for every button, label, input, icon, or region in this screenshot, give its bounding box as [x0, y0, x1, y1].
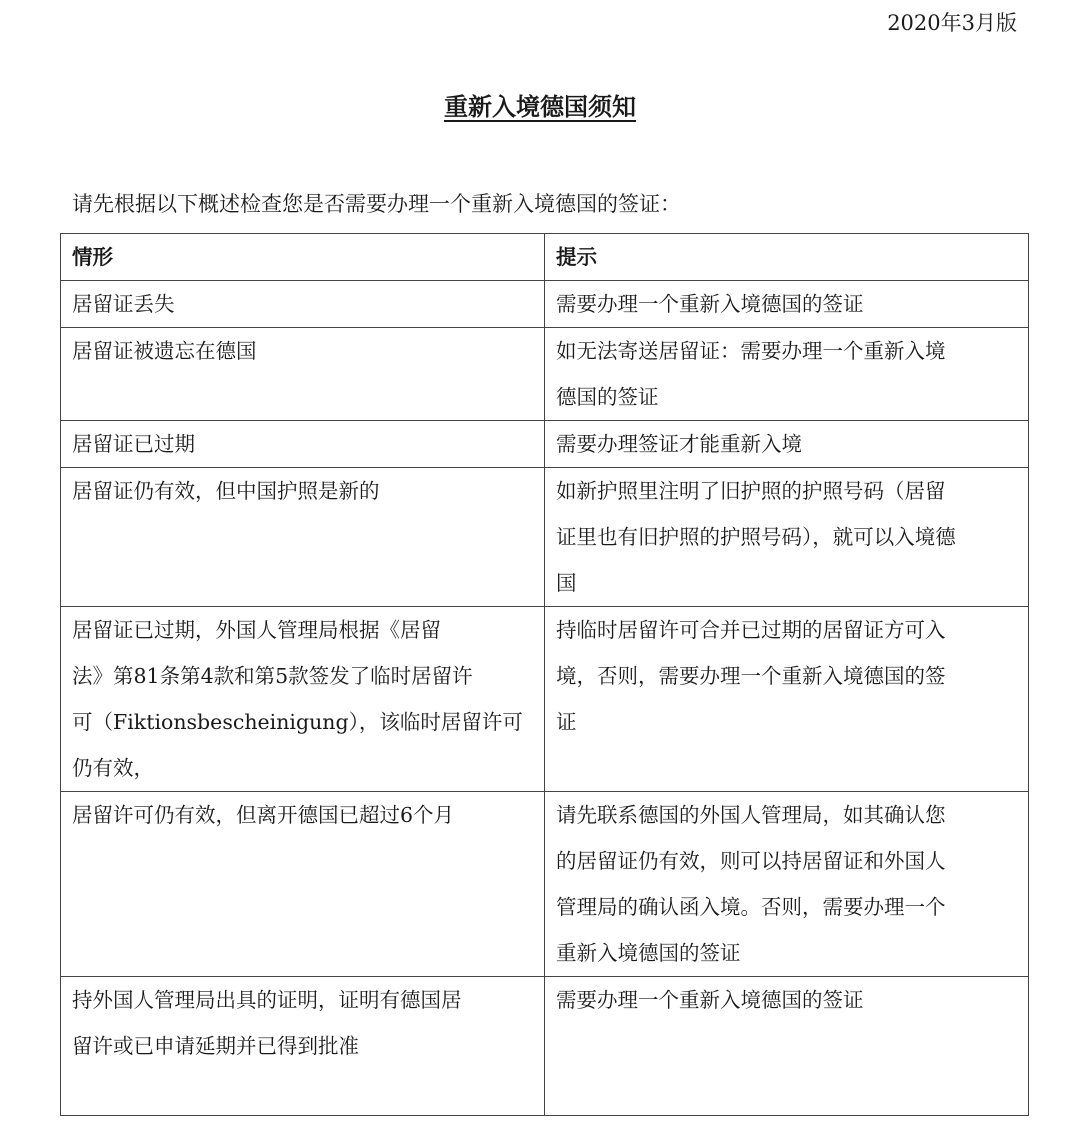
cell-line: 国	[556, 571, 577, 595]
page-title-text: 重新入境德国须知	[444, 92, 636, 121]
hint-cell	[545, 792, 1029, 977]
version-label: 2020年3月版	[887, 11, 1017, 35]
header-hint: 提示	[545, 234, 1029, 281]
cell-line: 重新入境德国的签证	[556, 941, 741, 965]
cell-line: 持临时居留许可合并已过期的居留证方可入	[556, 618, 946, 642]
table-row	[61, 328, 1029, 421]
cell-line: 需要办理一个重新入境德国的签证	[556, 292, 864, 316]
table-row	[61, 977, 1029, 1116]
cell-line: 管理局的确认函入境。否则，需要办理一个	[556, 895, 946, 919]
cell-line: 如无法寄送居留证：需要办理一个重新入境	[556, 339, 946, 363]
table-header-row	[61, 234, 1029, 281]
cell-line: 证里也有旧护照的护照号码），就可以入境德	[556, 525, 956, 549]
cell-line: 需要办理一个重新入境德国的签证	[556, 988, 864, 1012]
header-situation: 情形	[61, 234, 545, 281]
situation-cell	[61, 977, 545, 1116]
table-row	[61, 468, 1029, 607]
cell-line: 居留证丢失	[72, 292, 175, 316]
cell-line: 需要办理签证才能重新入境	[556, 432, 802, 456]
notice-table	[60, 233, 1029, 1116]
hint-cell	[545, 281, 1029, 328]
situation-cell	[61, 281, 545, 328]
cell-line: 居留许可仍有效，但离开德国已超过6个月	[72, 803, 455, 827]
cell-line: 的居留证仍有效，则可以持居留证和外国人	[556, 849, 946, 873]
cell-line: 可（Fiktionsbescheinigung），该临时居留许可	[72, 710, 523, 734]
cell-line: 仍有效，	[72, 756, 154, 780]
cell-line: 留许或已申请延期并已得到批准	[72, 1034, 359, 1058]
table-row	[61, 281, 1029, 328]
situation-cell	[61, 607, 545, 792]
hint-cell	[545, 328, 1029, 421]
situation-cell	[61, 792, 545, 977]
table-row	[61, 421, 1029, 468]
page-title	[0, 89, 1080, 125]
cell-line: 法》第81条第4款和第5款签发了临时居留许	[72, 664, 473, 688]
cell-line: 居留证已过期	[72, 432, 195, 456]
cell-line: 请先联系德国的外国人管理局，如其确认您	[556, 803, 946, 827]
cell-line: 证	[556, 710, 577, 734]
hint-cell	[545, 468, 1029, 607]
cell-line: 德国的签证	[556, 385, 659, 409]
table-row	[61, 792, 1029, 977]
cell-line: 如新护照里注明了旧护照的护照号码（居留	[556, 479, 946, 503]
hint-cell	[545, 421, 1029, 468]
situation-cell	[61, 421, 545, 468]
intro-text: 请先根据以下概述检查您是否需要办理一个重新入境德国的签证：	[72, 192, 681, 216]
cell-line: 居留证仍有效，但中国护照是新的	[72, 479, 380, 503]
situation-cell	[61, 328, 545, 421]
situation-cell	[61, 468, 545, 607]
hint-cell	[545, 977, 1029, 1116]
cell-line: 居留证被遗忘在德国	[72, 339, 257, 363]
cell-line: 境，否则，需要办理一个重新入境德国的签	[556, 664, 946, 688]
cell-line: 持外国人管理局出具的证明，证明有德国居	[72, 988, 462, 1012]
hint-cell	[545, 607, 1029, 792]
table-row	[61, 607, 1029, 792]
cell-line: 居留证已过期，外国人管理局根据《居留	[72, 618, 441, 642]
